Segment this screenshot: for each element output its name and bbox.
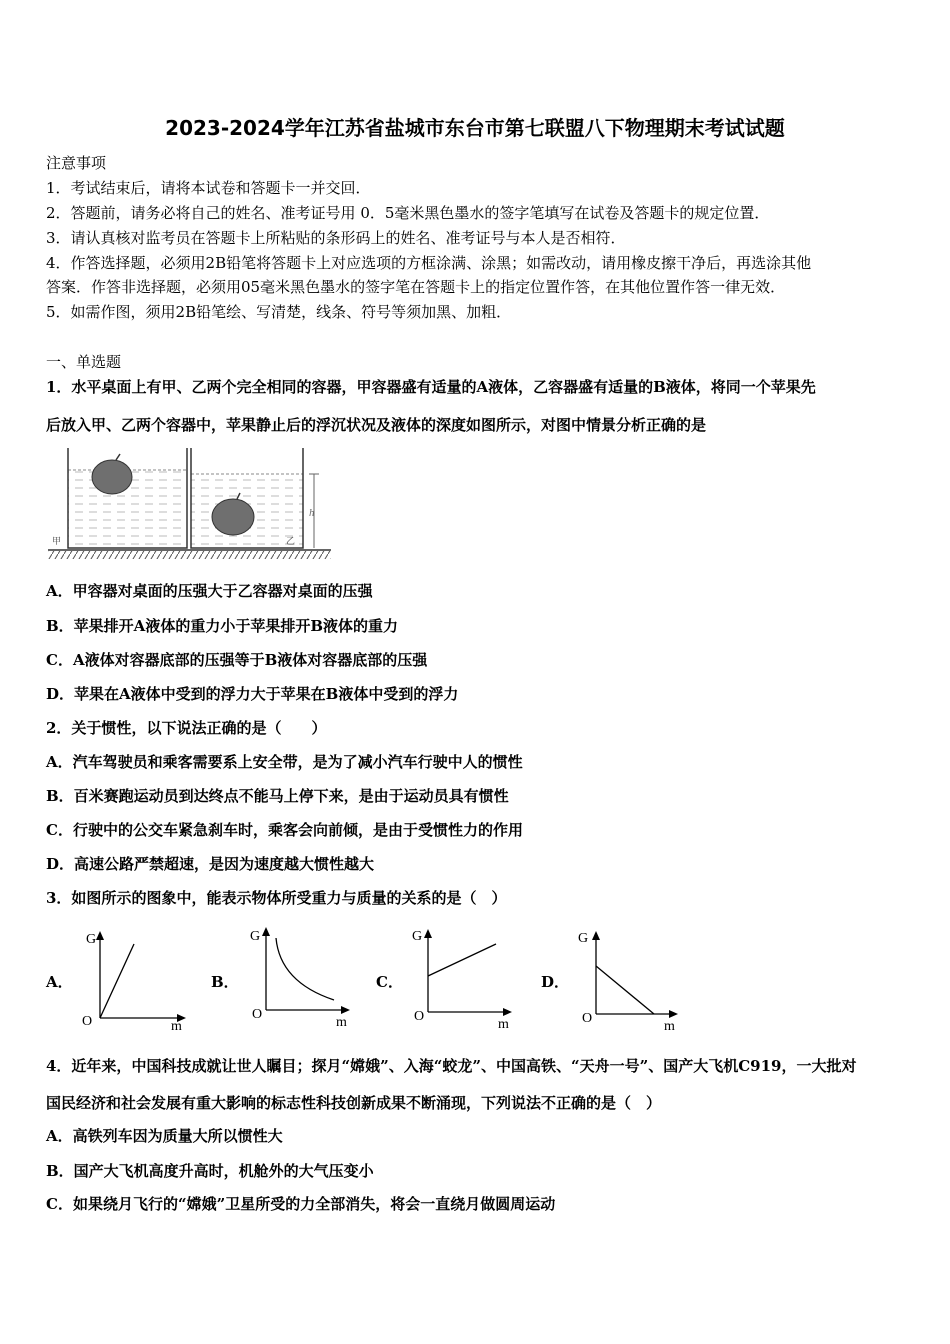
graph-d-label: D． (541, 973, 570, 991)
option: C．如果绕月飞行的“嫦娥”卫星所受的力全部消失，将会一直绕月做圆周运动 (46, 1195, 556, 1213)
graph-a-label: A． (46, 973, 73, 991)
notice-item: 1．考试结束后，请将本试卷和答题卡一并交回． (46, 179, 371, 197)
option: B．国产大飞机高度升高时，机舱外的大气压变小 (46, 1162, 374, 1180)
graph-c-label: C． (376, 973, 403, 991)
graph-b-x-axis: m (336, 1015, 347, 1030)
option: C．A液体对容器底部的压强等于B液体对容器底部的压强 (46, 651, 428, 669)
graph-c-line (428, 944, 496, 976)
section-heading: 一、单选题 (46, 353, 122, 371)
label-yi: 乙 (286, 537, 296, 547)
graph-b-label: B． (211, 973, 239, 991)
question-2-stem: 2．关于惯性，以下说法正确的是（ ） (46, 719, 327, 737)
depth-label: h (309, 509, 315, 519)
notice-item: 2．答题前，请务必将自己的姓名、准考证号用 0．5毫米黑色墨水的签字笔填写在试卷及答题卡的规定位置． (46, 204, 770, 222)
graph-d (576, 922, 696, 1032)
graph-b (244, 922, 364, 1032)
question-4-stem: 4．近年来，中国科技成就让世人瞩目；探月“嫦娥”、入海“蛟龙”、中国高铁、“天舟一号”、国产大飞机C919，一大批对 (46, 1057, 857, 1075)
option: B．百米赛跑运动员到达终点不能马上停下来，是由于运动员具有惯性 (46, 787, 509, 805)
graph-a-origin: O (82, 1014, 93, 1029)
option: D．高速公路严禁超速，是因为速度越大惯性越大 (46, 855, 375, 873)
graph-b-origin: O (252, 1007, 263, 1022)
option: B．苹果排开A液体的重力小于苹果排开B液体的重力 (46, 617, 398, 635)
option: C．行驶中的公交车紧急刹车时，乘客会向前倾，是由于受惯性力的作用 (46, 821, 523, 839)
graph-c (408, 922, 528, 1032)
graph-c-origin: O (414, 1009, 425, 1024)
graph-c-x-axis: m (498, 1017, 509, 1032)
graph-d-x-axis: m (664, 1019, 675, 1032)
question-1-stem: 后放入甲、乙两个容器中，苹果静止后的浮沉状况及液体的深度如图所示，对图中情景分析正确的是 (46, 416, 707, 434)
graph-c-y-axis: G (412, 929, 423, 944)
label-jia: 甲 (52, 537, 62, 547)
graph-d-origin: O (582, 1011, 593, 1026)
option: A．汽车驾驶员和乘客需要系上安全带，是为了减小汽车行驶中人的惯性 (46, 753, 523, 771)
graph-d-line (596, 966, 654, 1014)
graph-a-line (100, 944, 134, 1018)
graph-a (78, 926, 198, 1036)
graph-d-y-axis: G (578, 931, 589, 946)
graph-b-y-axis: G (250, 929, 261, 944)
notice-item: 5．如需作图，须用2B铅笔绘、写清楚，线条、符号等须加黑、加粗． (46, 303, 512, 321)
option: A．甲容器对桌面的压强大于乙容器对桌面的压强 (46, 582, 373, 600)
apple-floating (92, 460, 132, 494)
notice-item: 3．请认真核对监考员在答题卡上所粘贴的条形码上的姓名、准考证号与本人是否相符． (46, 229, 626, 247)
graph-a-x-axis: m (171, 1019, 182, 1034)
notice-item: 答案．作答非选择题，必须用05毫米黑色墨水的签字笔在答题卡上的指定位置作答，在其他位置作答一律无效． (46, 278, 786, 296)
graph-a-y-axis: G (86, 932, 97, 947)
apple-suspended (212, 499, 254, 535)
question-1-stem: 1．水平桌面上有甲、乙两个完全相同的容器，甲容器盛有适量的A液体，乙容器盛有适量的B液体，将同一个苹果先 (46, 378, 816, 396)
notice-item: 4．作答选择题，必须用2B铅笔将答题卡上对应选项的方框涂满、涂黑；如需改动，请用橡皮擦干净后，再选涂其他 (46, 254, 812, 272)
containers-apple-figure (46, 444, 336, 564)
page-title: 2023-2024学年江苏省盐城市东台市第七联盟八下物理期末考试试题 (165, 116, 785, 140)
option: D．苹果在A液体中受到的浮力大于苹果在B液体中受到的浮力 (46, 685, 459, 703)
question-3-stem: 3．如图所示的图象中，能表示物体所受重力与质量的关系的是（ ） (46, 889, 507, 907)
graph-b-curve (276, 938, 334, 1000)
question-4-stem: 国民经济和社会发展有重大影响的标志性科技创新成果不断涌现，下列说法不正确的是（ ） (46, 1094, 662, 1112)
option: A．高铁列车因为质量大所以惯性大 (46, 1127, 283, 1145)
notice-heading: 注意事项 (46, 154, 107, 172)
